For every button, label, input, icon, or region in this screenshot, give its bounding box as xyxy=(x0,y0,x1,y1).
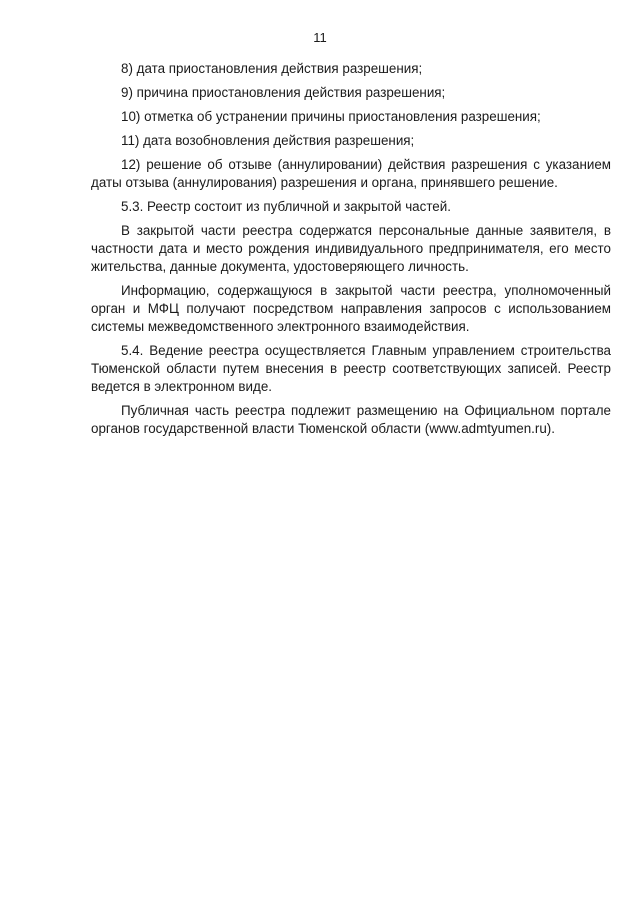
information-access-paragraph: Информацию, содержащуюся в закрытой части реестра, уполномоченный орган и МФЦ получают посредством направления запросов с использованием системы межведомственного электронного взаимодействия. xyxy=(91,283,611,334)
closed-part-paragraph: В закрытой части реестра содержатся персональные данные заявителя, в частности дата и место рождения индивидуального предпринимателя, его место жительства, данные документа, удостоверяющего личность. xyxy=(91,223,611,274)
public-part-paragraph: Публичная часть реестра подлежит размещению на Официальном портале органов государственной власти Тюменской области (www.admtyumen.ru). xyxy=(91,403,611,436)
list-item-10: 10) отметка об устранении причины приостановления разрешения; xyxy=(121,109,541,124)
list-item-9: 9) причина приостановления действия разрешения; xyxy=(121,85,446,100)
list-item-12: 12) решение об отзыве (аннулировании) действия разрешения с указанием даты отзыва (аннулирования) разрешения и органа, принявшего решение. xyxy=(91,157,611,190)
page-number: 11 xyxy=(313,30,327,45)
section-5-3-paragraph: 5.3. Реестр состоит из публичной и закрытой частей. xyxy=(121,199,451,214)
list-item-11: 11) дата возобновления действия разрешения; xyxy=(121,133,415,148)
list-item-8: 8) дата приостановления действия разрешения; xyxy=(121,61,423,76)
section-5-4-paragraph: 5.4. Ведение реестра осуществляется Главным управлением строительства Тюменской области путем внесения в реестр соответствующих записей. Реестр ведется в электронном виде. xyxy=(91,343,611,394)
document-body xyxy=(91,60,611,444)
